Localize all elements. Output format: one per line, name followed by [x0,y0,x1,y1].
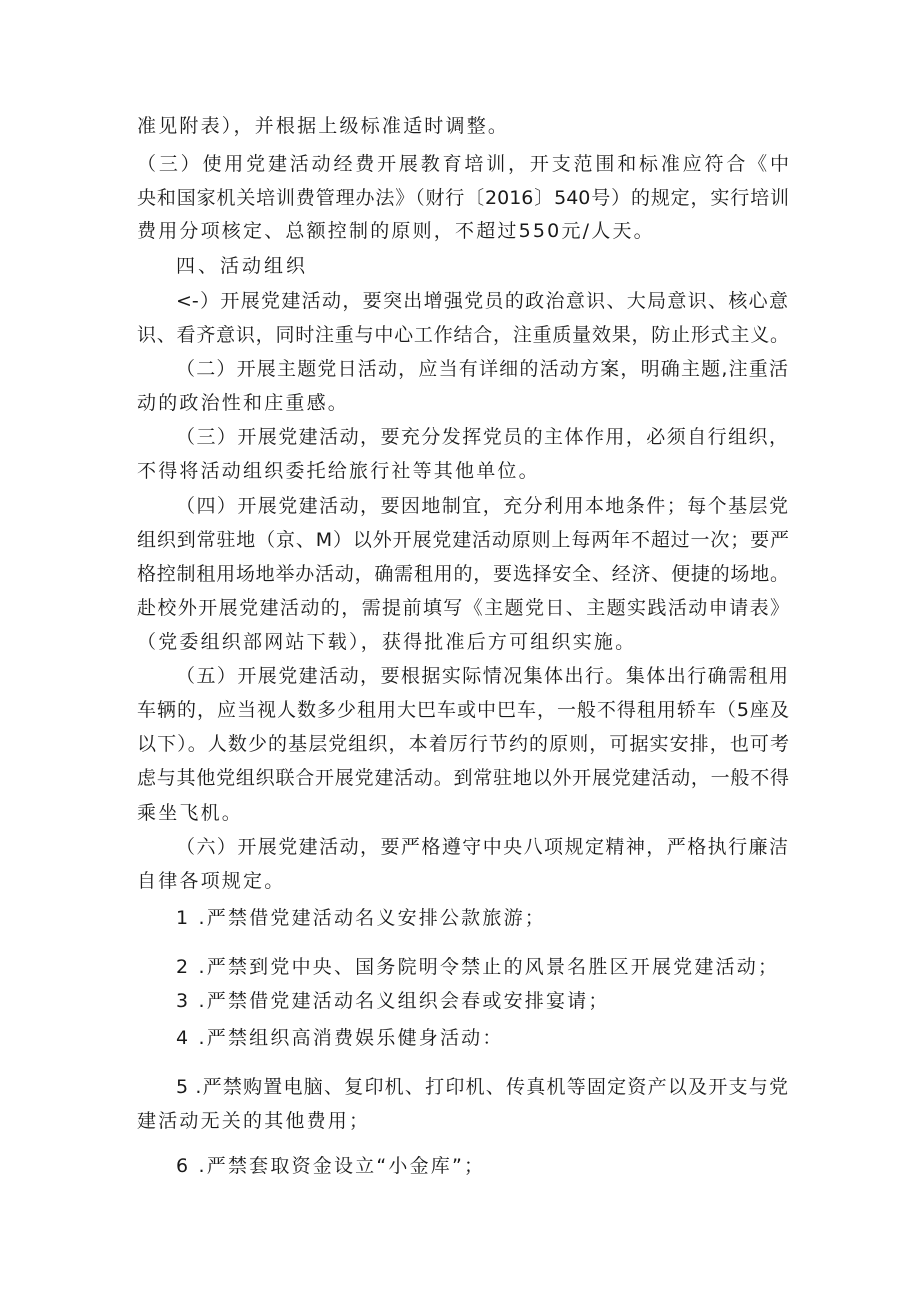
list-item: 5 .严禁购置电脑、复印机、打印机、传真机等固定资产以及开支与党 [176,1076,788,1098]
paragraph-line: <-）开展党建活动，要突出增强党员的政治意识、大局意识、核心意 [176,290,788,312]
paragraph-line: （六）开展党建活动，要严格遵守中央八项规定精神，严格执行廉洁 [176,836,788,858]
text-line: 虑与其他党组织联合开展党建活动。到常驻地以外开展党建活动，一般不得 [137,767,789,789]
paragraph-line: （二）开展主题党日活动，应当有详细的活动方案，明确主题,注重活 [176,358,788,380]
list-item: 6 .严禁套取资金设立“小金库”； [176,1155,486,1177]
text-line: 动的政治性和庄重感。 [137,392,350,414]
text-line: 以下）。人数少的基层党组织，本着厉行节约的原则，可据实安排，也可考 [137,733,789,755]
text-line: 准见附表），并根据上级标准适时调整。 [137,115,510,137]
text-line: 央和国家机关培训费管理办法》（财行〔2016〕540号）的规定，实行培训 [137,187,789,209]
text-line: 格控制租用场地举办活动，确需租用的，要选择安全、经济、便捷的场地。 [137,563,789,585]
paragraph-line: （五）开展党建活动，要根据实际情况集体出行。集体出行确需租用 [176,665,788,687]
list-item: 1 .严禁借党建活动名义安排公款旅游； [176,907,546,929]
text-line: 自律各项规定。 [137,870,286,892]
list-item: 4 .严禁组织高消费娱乐健身活动： [176,1027,504,1049]
list-item: 3 .严禁借党建活动名义组织会春或安排宴请； [176,990,610,1012]
text-line: 乘坐飞机。 [137,802,244,824]
section-heading: 四、活动组织 [176,255,309,277]
list-item: 2 .严禁到党中央、国务院明令禁止的风景名胜区开展党建活动； [176,956,780,978]
paragraph-line: （四）开展党建活动，要因地制宜，充分利用本地条件；每个基层党 [176,495,788,517]
text-line: 建活动无关的其他费用； [137,1110,371,1132]
text-line: 组织到常驻地（京、M）以外开展党建活动原则上每两年不超过一次；要严 [137,529,789,551]
paragraph-line: （三）使用党建活动经费开展教育培训，开支范围和标准应符合《中 [137,153,789,175]
text-line: 赴校外开展党建活动的，需提前填写《主题党日、主题实践活动申请表》 [137,597,789,619]
text-line: （党委组织部网站下载），获得批准后方可组织实施。 [137,631,637,653]
text-line: 识、看齐意识，同时注重与中心工作结合，注重质量效果，防止形式主义。 [137,324,789,346]
text-line: 费用分项核定、总额控制的原则，不超过550元/人天。 [137,220,655,242]
paragraph-line: （三）开展党建活动，要充分发挥党员的主体作用，必须自行组织， [176,426,788,448]
text-line: 不得将活动组织委托给旅行社等其他单位。 [137,460,540,482]
text-line: 车辆的，应当视人数多少租用大巴车或中巴车，一般不得租用轿车（5座及 [137,699,789,721]
